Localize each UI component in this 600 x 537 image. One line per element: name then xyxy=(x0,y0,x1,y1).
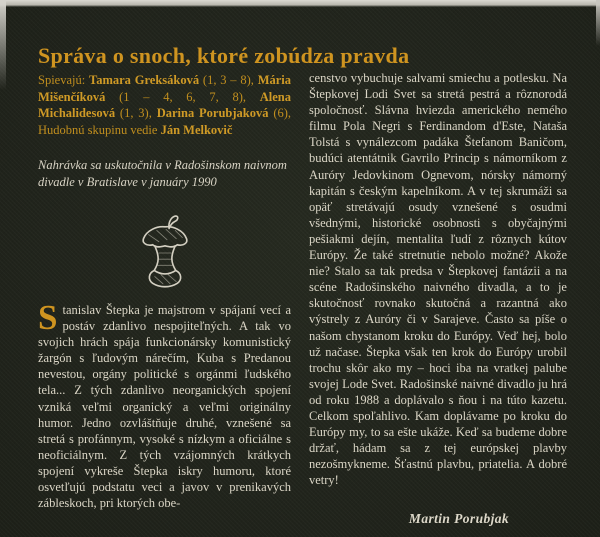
credits-name: Alena Michalidesová xyxy=(38,89,291,121)
scan-edge-right xyxy=(596,0,600,46)
essay-text-left: tanislav Štepka je majstrom v spájaní vecí a postáv zdanlivo nespojiteľných. A tak vo svojich hrách spája funkcionársky komunistický žargón s ľudovým nárečím, Kuba s Predanou nevestou, orgány politické s orgánmi ľudského tela... Z tých zdanlivo neorganických spojení vzniká veľmi organický a veľmi originálny humor. Jedno ozvláštňuje druhé, vznešené sa stretá s profánnym, vysoké s nízkym a oficiálne s neoficiálnym. Z tých vzájomných krátkych spojení vykreše Štepka iskry humoru, ktoré osvetľujú podstatu veci a javov v prenikavých zábleskoch, pri ktorých obe- xyxy=(38,302,291,511)
recording-note: Nahrávka sa uskutočnila v Radošinskom naivnom divadle v Bratislave v januáry 1990 xyxy=(38,158,287,190)
credits-name: Tamara Greksáková xyxy=(89,73,200,87)
credits-text: Spievajú: xyxy=(38,73,90,87)
scan-edge-top xyxy=(0,0,600,7)
scan-edge-left xyxy=(0,0,6,90)
left-column xyxy=(38,72,291,511)
essay-paragraph-right: censtvo vybuchuje salvami smiechu a potlesku. Na Štepkovej Lodi Svet sa stretá pestrá a rôznorodá spoločnosť. Slávna hviezda amerického nemého filmu Pola Negri s Ferdinandom d'Este, Nataša Tolstá s vynálezcom padáka Štefanom Baničom, budúci atentátnik Gavrilo Princip s námorníkom z Auróry Jedovkinom Ognevom, nórsky námorný kapitán s českým kapelníkom. A v tej skrumáži sa opäť stretávajú osudy vznešené s osudmi všednými, historické osobnosti s obyčajnými pešiakmi dejín, mentalita ľudí z rôznych kútov Európy. Že také stretnutie nebolo možné? Akože nie? Stalo sa tak predsa v Štepkovej fantázii a na scéne Radošinského naivného divadla, a to je skutočnosť rovnako skutočná a razantná ako výstrely z Auróry či v Sarajeve. Často sa píše o našom chystanom kroku do Európy. Veď hej, bolo už načase. Štepka však ten krok do Európy urobil trochu skôr ako my – hoci iba na vratkej palube svojej Lode Svet. Radošinské naivné divadlo ju hrá od roku 1988 a doplávalo s ňou i na túto kazetu. Celkom spoľahlivo. Kam doplávame po kroku do Európy my, to sa ešte ukáže. Keď sa budeme dobre držať, hádam sa z tej európskej plavby nezošmykneme. Šťastnú plavbu, priatelia. A dobré vetry! xyxy=(309,71,567,488)
credits-text: (1, 3 – 8), xyxy=(199,73,258,87)
credits-name: Darina Porubjaková xyxy=(156,106,269,121)
credits-text: (1, 3), xyxy=(115,106,157,121)
credits-text: (6), Hudobnú skupinu vedie xyxy=(38,106,292,137)
credits-name: Mária Mišenčíková xyxy=(38,73,292,104)
apple-core-icon xyxy=(132,212,198,292)
drop-cap: S xyxy=(38,297,58,337)
author-signature: Martin Porubjak xyxy=(408,511,510,527)
credits-name: Ján Melkovič xyxy=(160,122,233,137)
essay-paragraph-left xyxy=(38,297,291,511)
credits-paragraph xyxy=(38,72,291,138)
page-title: Správa o snoch, ktoré zobúdza pravda xyxy=(38,42,410,68)
right-column xyxy=(309,70,567,537)
credits-text: (1 – 4, 6, 7, 8), xyxy=(105,89,260,104)
